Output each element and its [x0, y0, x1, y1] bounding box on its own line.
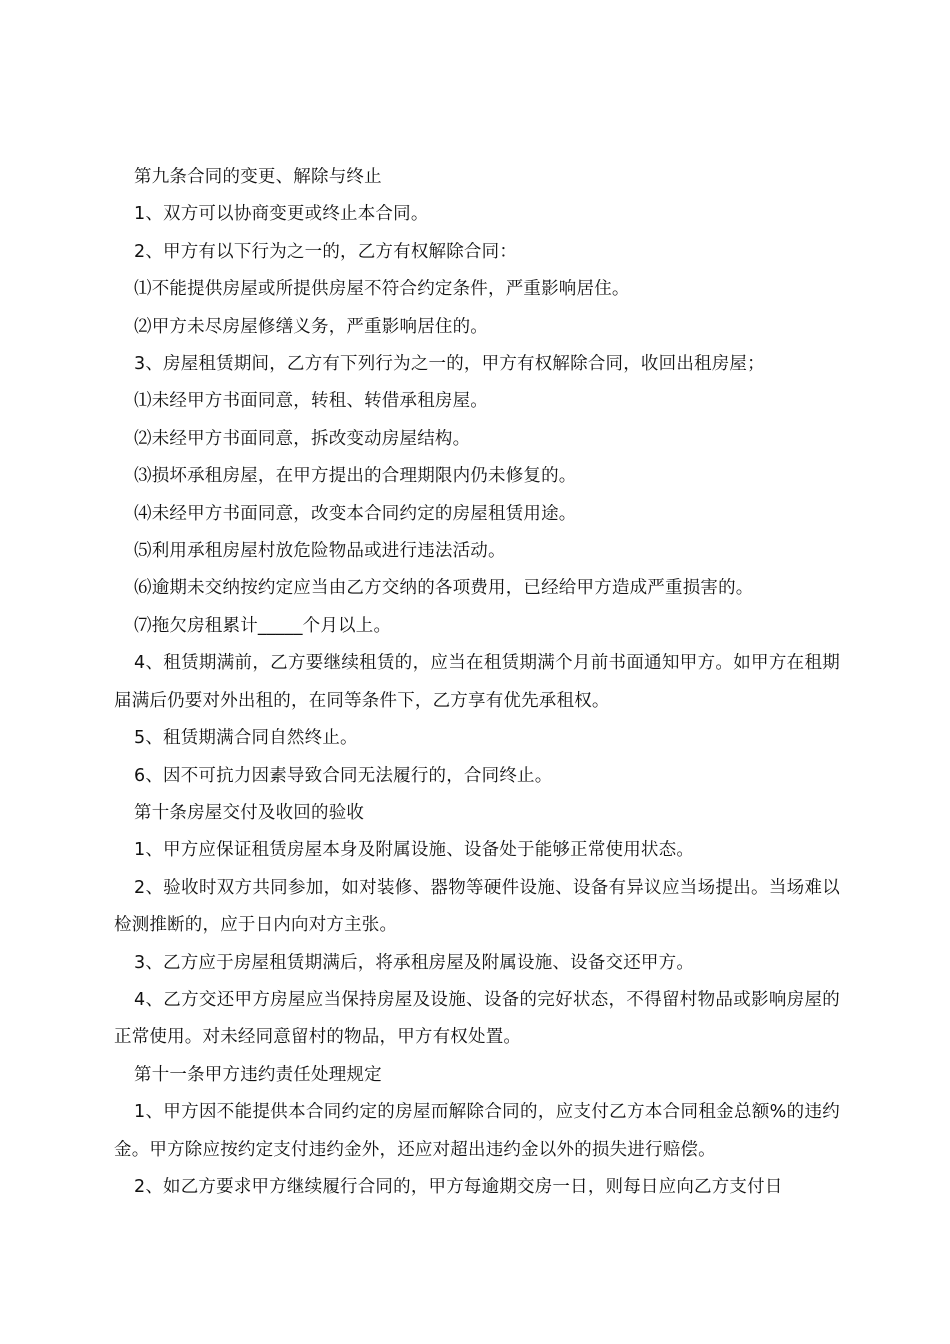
- section-heading-10: 第十条房屋交付及收回的验收: [134, 802, 365, 823]
- paragraph: ⑸利用承租房屋村放危险物品或进行违法活动。: [134, 541, 506, 562]
- paragraph: 1、双方可以协商变更或终止本合同。: [134, 204, 429, 225]
- paragraph: ⑴未经甲方书面同意，转租、转借承租房屋。: [134, 391, 488, 412]
- paragraph: ⑺拖欠房租累计_____个月以上。: [134, 615, 392, 636]
- paragraph: 1、甲方因不能提供本合同约定的房屋而解除合同的，应支付乙方本合同租金总额%的违约金。甲方除应按约定支付违约金外，还应对超出违约金以外的损失进行赔偿。: [114, 1102, 840, 1160]
- paragraph: ⑶损坏承租房屋，在甲方提出的合理期限内仍未修复的。: [134, 466, 577, 487]
- paragraph: 5、租赁期满合同自然终止。: [134, 728, 358, 749]
- paragraph: 2、如乙方要求甲方继续履行合同的，甲方每逾期交房一日，则每日应向乙方支付日: [134, 1176, 783, 1197]
- paragraph: ⑵未经甲方书面同意，拆改变动房屋结构。: [134, 428, 471, 449]
- paragraph: 3、房屋租赁期间，乙方有下列行为之一的，甲方有权解除合同，收回出租房屋；: [134, 354, 765, 375]
- paragraph: 1、甲方应保证租赁房屋本身及附属设施、设备处于能够正常使用状态。: [134, 840, 695, 861]
- paragraph: ⑹逾期未交纳按约定应当由乙方交纳的各项费用，已经给甲方造成严重损害的。: [134, 578, 754, 599]
- paragraph: 6、因不可抗力因素导致合同无法履行的，合同终止。: [134, 765, 553, 786]
- paragraph: 2、甲方有以下行为之一的，乙方有权解除合同：: [134, 241, 518, 262]
- document-body: [114, 159, 840, 1206]
- paragraph: ⑷未经甲方书面同意，改变本合同约定的房屋租赁用途。: [134, 503, 577, 524]
- section-heading-9: 第九条合同的变更、解除与终止: [134, 167, 382, 187]
- paragraph: ⑵甲方未尽房屋修缮义务，严重影响居住的。: [134, 316, 488, 337]
- paragraph: 3、乙方应于房屋租赁期满后，将承租房屋及附属设施、设备交还甲方。: [134, 952, 695, 973]
- section-heading-11: 第十一条甲方违约责任处理规定: [134, 1064, 382, 1085]
- paragraph: 4、租赁期满前，乙方要继续租赁的，应当在租赁期满个月前书面通知甲方。如甲方在租期届满后仍要对外出租的，在同等条件下，乙方享有优先承租权。: [114, 653, 840, 711]
- paragraph: ⑴不能提供房屋或所提供房屋不符合约定条件，严重影响居住。: [134, 279, 630, 300]
- paragraph: 4、乙方交还甲方房屋应当保持房屋及设施、设备的完好状态，不得留村物品或影响房屋的正常使用。对未经同意留村的物品，甲方有权处置。: [114, 989, 840, 1048]
- paragraph: 2、验收时双方共同参加，如对装修、器物等硬件设施、设备有异议应当场提出。当场难以检测推断的，应于日内向对方主张。: [114, 877, 840, 936]
